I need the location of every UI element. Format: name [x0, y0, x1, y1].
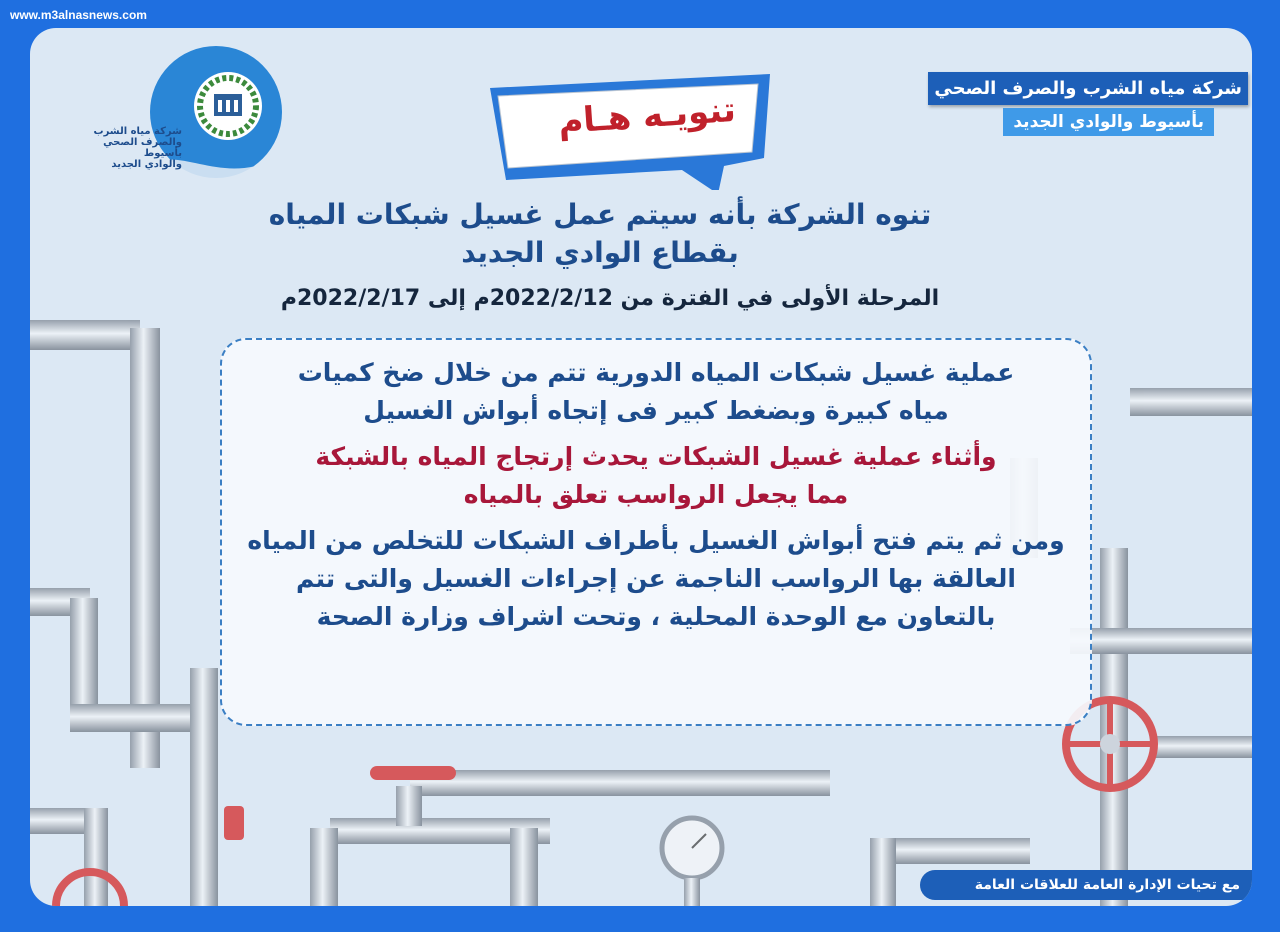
info-paragraph-flushing	[222, 522, 1090, 636]
company-logo	[116, 44, 296, 194]
info-paragraph-sediment	[222, 438, 1090, 514]
headline-line: تنوه الشركة بأنه سيتم عمل غسيل شبكات المياه	[268, 198, 932, 231]
info-paragraph-washing	[222, 354, 1090, 430]
info-line: بالتعاون مع الوحدة المحلية ، وتحت اشراف وزارة الصحة	[316, 602, 996, 631]
info-line: مياه كبيرة وبضغط كبير فى إتجاه أبواش الغسيل	[363, 396, 949, 425]
logo-text	[90, 126, 182, 170]
info-line: عملية غسيل شبكات المياه الدورية تتم من خلال ضخ كميات	[297, 358, 1015, 387]
logo-text-line: شركة مياه الشرب	[93, 126, 182, 137]
info-line: ومن ثم يتم فتح أبواش الغسيل بأطراف الشبكات للتخلص من المياه	[247, 526, 1065, 555]
logo-text-line: والوادي الجديد	[111, 159, 182, 170]
info-line: مما يجعل الرواسب تعلق بالمياه	[463, 480, 849, 509]
site-url: www.m3alnasnews.com	[10, 8, 147, 22]
company-region-banner: بأسيوط والوادي الجديد	[1003, 108, 1214, 136]
announcement-card	[30, 28, 1252, 906]
period-text: المرحلة الأولى في الفترة من 2022/2/12م إلى 2022/2/17م	[280, 286, 940, 311]
info-line: وأثناء عملية غسيل الشبكات يحدث إرتجاج المياه بالشبكة	[315, 442, 997, 471]
info-line: العالقة بها الرواسب الناجمة عن إجراءات الغسيل والتى تتم	[295, 564, 1017, 593]
headline	[180, 196, 1020, 272]
logo-text-line: والصرف الصحي بأسيوط	[103, 137, 182, 159]
footer-credit: مع تحيات الإدارة العامة للعلاقات العامة	[920, 870, 1252, 900]
headline-line: بقطاع الوادي الجديد	[461, 236, 739, 269]
company-name-banner: شركة مياه الشرب والصرف الصحي	[928, 72, 1248, 105]
notice-label: تنويـه هـام	[556, 89, 738, 143]
info-box	[220, 338, 1092, 726]
